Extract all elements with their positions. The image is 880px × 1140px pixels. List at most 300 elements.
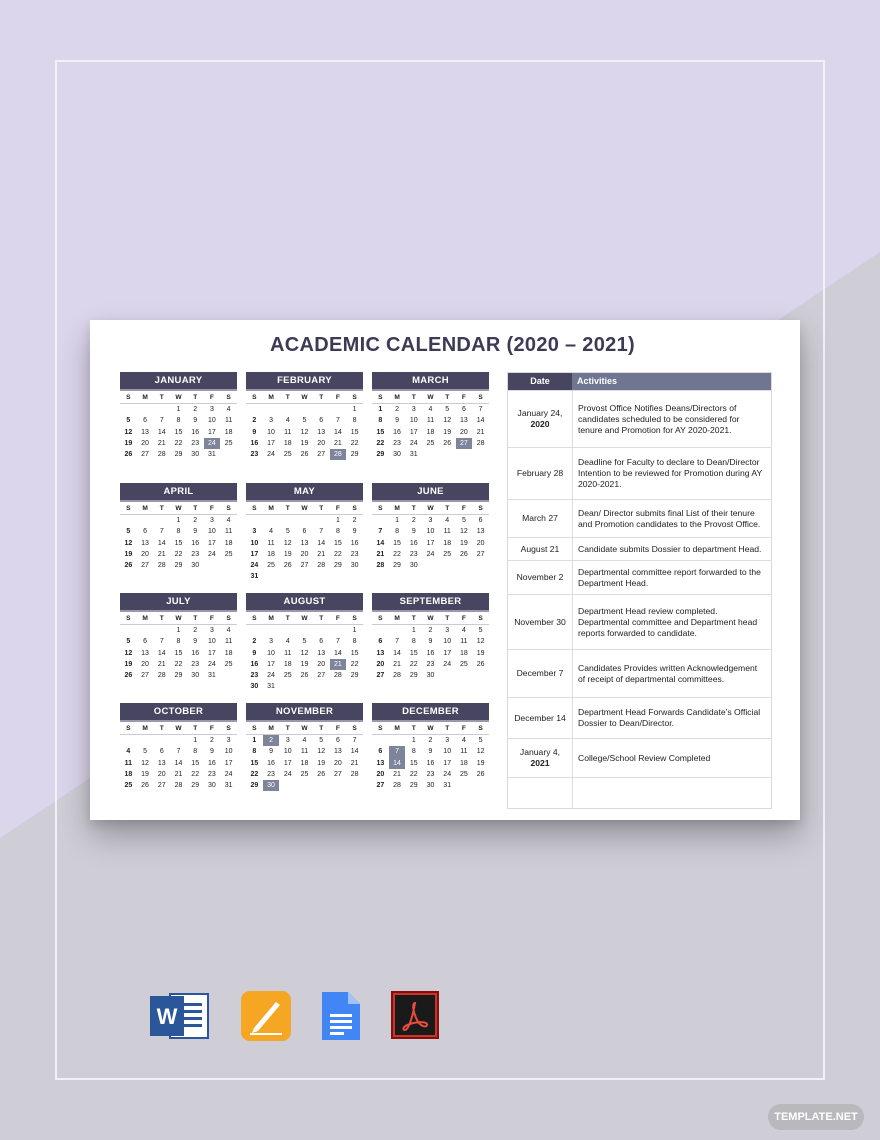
day-cell[interactable]: 22	[174, 660, 183, 668]
day-cell[interactable]: 7	[378, 528, 383, 536]
day-cell[interactable]: 20	[376, 660, 385, 668]
day-cell[interactable]: 25	[460, 660, 468, 668]
day-cell[interactable]: 3	[226, 737, 231, 745]
day-cell[interactable]: 14	[476, 417, 485, 425]
day-cell[interactable]: 21	[157, 550, 166, 558]
day-cell[interactable]: 15	[174, 649, 183, 657]
day-cell[interactable]: 31	[443, 781, 452, 789]
day-cell[interactable]: 4	[428, 406, 433, 414]
day-cell[interactable]: 16	[250, 439, 259, 447]
day-cell[interactable]: 12	[141, 759, 149, 767]
highlighted-day[interactable]: 30	[263, 780, 280, 791]
day-cell[interactable]: 11	[460, 748, 468, 756]
day-cell[interactable]: 8	[352, 638, 357, 646]
day-cell[interactable]: 19	[300, 660, 309, 668]
day-cell[interactable]: 24	[208, 550, 216, 558]
day-cell[interactable]: 20	[141, 660, 149, 668]
day-cell[interactable]: 26	[124, 450, 133, 458]
day-cell[interactable]: 21	[393, 660, 401, 668]
day-cell[interactable]: 18	[443, 539, 452, 547]
day-cell[interactable]: 28	[476, 439, 485, 447]
day-cell[interactable]: 4	[285, 417, 290, 425]
day-cell[interactable]: 4	[269, 528, 274, 536]
day-cell[interactable]: 31	[224, 781, 233, 789]
highlighted-day[interactable]: 27	[456, 438, 473, 449]
day-cell[interactable]: 2	[411, 517, 416, 525]
day-cell[interactable]: 5	[319, 737, 324, 745]
day-cell[interactable]: 5	[445, 406, 450, 414]
day-cell[interactable]: 22	[376, 439, 385, 447]
day-cell[interactable]: 4	[285, 638, 290, 646]
day-cell[interactable]: 26	[124, 561, 133, 569]
day-cell[interactable]: 6	[159, 748, 164, 756]
day-cell[interactable]: 26	[476, 770, 485, 778]
day-cell[interactable]: 19	[141, 770, 149, 778]
day-cell[interactable]: 9	[193, 528, 198, 536]
day-cell[interactable]: 15	[350, 649, 359, 657]
day-cell[interactable]: 5	[126, 528, 131, 536]
day-cell[interactable]: 5	[302, 638, 307, 646]
day-cell[interactable]: 9	[411, 528, 416, 536]
day-cell[interactable]: 25	[283, 671, 292, 679]
day-cell[interactable]: 12	[300, 649, 309, 657]
day-cell[interactable]: 20	[317, 439, 326, 447]
day-cell[interactable]: 10	[208, 528, 216, 536]
day-cell[interactable]: 6	[461, 406, 466, 414]
google-docs-icon[interactable]	[320, 990, 372, 1042]
day-cell[interactable]: 31	[208, 450, 216, 458]
day-cell[interactable]: 14	[350, 748, 359, 756]
day-cell[interactable]: 4	[126, 748, 131, 756]
day-cell[interactable]: 18	[426, 428, 435, 436]
day-cell[interactable]: 9	[252, 428, 257, 436]
day-cell[interactable]: 19	[476, 759, 485, 767]
day-cell[interactable]: 9	[352, 528, 357, 536]
day-cell[interactable]: 15	[191, 759, 200, 767]
day-cell[interactable]: 4	[226, 517, 231, 525]
day-cell[interactable]: 6	[319, 417, 324, 425]
day-cell[interactable]: 1	[378, 406, 383, 414]
day-cell[interactable]: 27	[376, 781, 385, 789]
day-cell[interactable]: 30	[409, 561, 418, 569]
day-cell[interactable]: 19	[124, 660, 133, 668]
day-cell[interactable]: 12	[124, 428, 133, 436]
day-cell[interactable]: 26	[283, 561, 292, 569]
day-cell[interactable]: 1	[411, 627, 416, 635]
day-cell[interactable]: 7	[319, 528, 324, 536]
day-cell[interactable]: 7	[159, 528, 164, 536]
day-cell[interactable]: 9	[428, 638, 433, 646]
day-cell[interactable]: 28	[334, 671, 342, 679]
day-cell[interactable]: 17	[224, 759, 233, 767]
day-cell[interactable]: 6	[378, 638, 383, 646]
day-cell[interactable]: 10	[208, 638, 216, 646]
day-cell[interactable]: 17	[208, 539, 216, 547]
day-cell[interactable]: 3	[209, 406, 214, 414]
day-cell[interactable]: 5	[302, 417, 307, 425]
day-cell[interactable]: 30	[426, 781, 435, 789]
pages-icon[interactable]	[240, 990, 292, 1042]
day-cell[interactable]: 29	[409, 671, 418, 679]
day-cell[interactable]: 10	[283, 748, 292, 756]
day-cell[interactable]: 23	[191, 660, 200, 668]
day-cell[interactable]: 8	[378, 417, 383, 425]
day-cell[interactable]: 22	[409, 660, 418, 668]
day-cell[interactable]: 9	[209, 748, 214, 756]
day-cell[interactable]: 2	[428, 737, 433, 745]
day-cell[interactable]: 1	[176, 517, 181, 525]
day-cell[interactable]: 10	[250, 539, 259, 547]
day-cell[interactable]: 16	[393, 428, 401, 436]
day-cell[interactable]: 8	[411, 638, 416, 646]
day-cell[interactable]: 24	[208, 660, 216, 668]
day-cell[interactable]: 27	[317, 450, 326, 458]
day-cell[interactable]: 12	[460, 528, 468, 536]
day-cell[interactable]: 11	[284, 649, 292, 657]
day-cell[interactable]: 18	[124, 770, 133, 778]
day-cell[interactable]: 13	[141, 649, 149, 657]
day-cell[interactable]: 8	[335, 528, 340, 536]
day-cell[interactable]: 6	[319, 638, 324, 646]
day-cell[interactable]: 24	[443, 770, 452, 778]
day-cell[interactable]: 28	[317, 561, 326, 569]
day-cell[interactable]: 17	[267, 439, 275, 447]
day-cell[interactable]: 23	[350, 550, 359, 558]
highlighted-day[interactable]: 2	[263, 735, 280, 746]
day-cell[interactable]: 2	[209, 737, 214, 745]
day-cell[interactable]: 28	[174, 781, 183, 789]
day-cell[interactable]: 2	[252, 638, 257, 646]
day-cell[interactable]: 18	[224, 539, 233, 547]
day-cell[interactable]: 7	[352, 737, 357, 745]
day-cell[interactable]: 6	[478, 517, 483, 525]
day-cell[interactable]: 30	[191, 671, 200, 679]
day-cell[interactable]: 22	[409, 770, 418, 778]
day-cell[interactable]: 20	[300, 550, 309, 558]
day-cell[interactable]: 8	[252, 748, 257, 756]
day-cell[interactable]: 15	[409, 649, 418, 657]
day-cell[interactable]: 27	[300, 561, 309, 569]
day-cell[interactable]: 14	[174, 759, 183, 767]
day-cell[interactable]: 10	[409, 417, 418, 425]
day-cell[interactable]: 29	[174, 450, 183, 458]
day-cell[interactable]: 22	[174, 439, 183, 447]
day-cell[interactable]: 22	[250, 770, 259, 778]
day-cell[interactable]: 13	[157, 759, 166, 767]
day-cell[interactable]: 3	[285, 737, 290, 745]
day-cell[interactable]: 4	[445, 517, 450, 525]
day-cell[interactable]: 11	[224, 528, 233, 536]
day-cell[interactable]: 31	[208, 671, 216, 679]
day-cell[interactable]: 11	[267, 539, 275, 547]
day-cell[interactable]: 13	[300, 539, 309, 547]
day-cell[interactable]: 21	[317, 550, 326, 558]
day-cell[interactable]: 9	[252, 649, 257, 657]
day-cell[interactable]: 26	[141, 781, 149, 789]
day-cell[interactable]: 28	[157, 671, 166, 679]
day-cell[interactable]: 28	[157, 450, 166, 458]
day-cell[interactable]: 6	[378, 748, 383, 756]
day-cell[interactable]: 16	[191, 428, 200, 436]
day-cell[interactable]: 21	[393, 770, 401, 778]
day-cell[interactable]: 18	[300, 759, 309, 767]
day-cell[interactable]: 29	[174, 561, 183, 569]
day-cell[interactable]: 29	[350, 450, 359, 458]
day-cell[interactable]: 23	[426, 770, 435, 778]
day-cell[interactable]: 18	[283, 660, 292, 668]
day-cell[interactable]: 5	[461, 517, 466, 525]
day-cell[interactable]: 13	[334, 748, 342, 756]
day-cell[interactable]: 8	[395, 528, 400, 536]
day-cell[interactable]: 29	[350, 671, 359, 679]
day-cell[interactable]: 1	[176, 627, 181, 635]
day-cell[interactable]: 17	[208, 649, 216, 657]
day-cell[interactable]: 14	[376, 539, 385, 547]
day-cell[interactable]: 21	[476, 428, 485, 436]
day-cell[interactable]: 3	[209, 517, 214, 525]
day-cell[interactable]: 24	[426, 550, 435, 558]
day-cell[interactable]: 3	[252, 528, 257, 536]
day-cell[interactable]: 23	[393, 439, 401, 447]
day-cell[interactable]: 1	[395, 517, 400, 525]
day-cell[interactable]: 3	[428, 517, 433, 525]
day-cell[interactable]: 18	[460, 759, 468, 767]
day-cell[interactable]: 4	[461, 627, 466, 635]
day-cell[interactable]: 26	[300, 671, 309, 679]
day-cell[interactable]: 2	[352, 517, 357, 525]
day-cell[interactable]: 4	[302, 737, 307, 745]
day-cell[interactable]: 13	[141, 428, 149, 436]
day-cell[interactable]: 12	[443, 417, 452, 425]
day-cell[interactable]: 13	[141, 539, 149, 547]
day-cell[interactable]: 29	[250, 781, 259, 789]
day-cell[interactable]: 25	[443, 550, 452, 558]
day-cell[interactable]: 5	[285, 528, 290, 536]
day-cell[interactable]: 23	[267, 770, 275, 778]
day-cell[interactable]: 18	[283, 439, 292, 447]
day-cell[interactable]: 23	[250, 671, 259, 679]
day-cell[interactable]: 15	[174, 428, 183, 436]
day-cell[interactable]: 11	[224, 638, 233, 646]
day-cell[interactable]: 30	[191, 561, 200, 569]
day-cell[interactable]: 14	[334, 428, 342, 436]
day-cell[interactable]: 2	[193, 517, 198, 525]
day-cell[interactable]: 14	[157, 428, 166, 436]
day-cell[interactable]: 23	[409, 550, 418, 558]
day-cell[interactable]: 27	[317, 671, 326, 679]
day-cell[interactable]: 20	[141, 439, 149, 447]
day-cell[interactable]: 10	[224, 748, 233, 756]
day-cell[interactable]: 15	[250, 759, 259, 767]
day-cell[interactable]: 9	[193, 638, 198, 646]
day-cell[interactable]: 29	[409, 781, 418, 789]
day-cell[interactable]: 27	[141, 450, 149, 458]
day-cell[interactable]: 17	[443, 649, 452, 657]
day-cell[interactable]: 13	[376, 759, 385, 767]
day-cell[interactable]: 13	[317, 428, 326, 436]
day-cell[interactable]: 12	[476, 638, 485, 646]
day-cell[interactable]: 10	[267, 428, 275, 436]
day-cell[interactable]: 17	[443, 759, 452, 767]
day-cell[interactable]: 21	[334, 439, 342, 447]
day-cell[interactable]: 3	[411, 406, 416, 414]
day-cell[interactable]: 2	[428, 627, 433, 635]
day-cell[interactable]: 14	[157, 649, 166, 657]
day-cell[interactable]: 9	[193, 417, 198, 425]
highlighted-day[interactable]: 24	[204, 438, 221, 449]
day-cell[interactable]: 6	[143, 638, 148, 646]
day-cell[interactable]: 3	[269, 638, 274, 646]
day-cell[interactable]: 13	[460, 417, 468, 425]
day-cell[interactable]: 1	[411, 737, 416, 745]
day-cell[interactable]: 14	[317, 539, 326, 547]
day-cell[interactable]: 19	[300, 439, 309, 447]
day-cell[interactable]: 25	[460, 770, 468, 778]
day-cell[interactable]: 3	[445, 627, 450, 635]
day-cell[interactable]: 25	[224, 439, 233, 447]
day-cell[interactable]: 21	[157, 439, 166, 447]
day-cell[interactable]: 11	[443, 528, 451, 536]
day-cell[interactable]: 10	[208, 417, 216, 425]
day-cell[interactable]: 8	[352, 417, 357, 425]
day-cell[interactable]: 3	[445, 737, 450, 745]
day-cell[interactable]: 27	[157, 781, 166, 789]
day-cell[interactable]: 4	[226, 627, 231, 635]
day-cell[interactable]: 28	[393, 781, 401, 789]
day-cell[interactable]: 5	[143, 748, 148, 756]
day-cell[interactable]: 10	[426, 528, 435, 536]
day-cell[interactable]: 15	[393, 539, 401, 547]
day-cell[interactable]: 21	[350, 759, 359, 767]
day-cell[interactable]: 17	[250, 550, 259, 558]
day-cell[interactable]: 8	[411, 748, 416, 756]
day-cell[interactable]: 5	[126, 417, 131, 425]
day-cell[interactable]: 21	[376, 550, 385, 558]
day-cell[interactable]: 20	[460, 428, 468, 436]
day-cell[interactable]: 24	[443, 660, 452, 668]
day-cell[interactable]: 20	[317, 660, 326, 668]
day-cell[interactable]: 14	[393, 649, 401, 657]
day-cell[interactable]: 3	[269, 417, 274, 425]
day-cell[interactable]: 16	[426, 759, 435, 767]
day-cell[interactable]: 28	[376, 561, 385, 569]
day-cell[interactable]: 14	[157, 539, 166, 547]
day-cell[interactable]: 9	[269, 748, 274, 756]
day-cell[interactable]: 28	[350, 770, 359, 778]
day-cell[interactable]: 24	[267, 671, 275, 679]
day-cell[interactable]: 15	[334, 539, 342, 547]
day-cell[interactable]: 10	[443, 748, 452, 756]
day-cell[interactable]: 2	[395, 406, 400, 414]
day-cell[interactable]: 1	[335, 517, 340, 525]
day-cell[interactable]: 17	[426, 539, 435, 547]
day-cell[interactable]: 29	[393, 561, 401, 569]
day-cell[interactable]: 8	[176, 417, 181, 425]
day-cell[interactable]: 22	[350, 439, 359, 447]
day-cell[interactable]: 29	[191, 781, 200, 789]
day-cell[interactable]: 27	[141, 671, 149, 679]
day-cell[interactable]: 29	[334, 561, 342, 569]
day-cell[interactable]: 11	[460, 638, 468, 646]
day-cell[interactable]: 30	[393, 450, 401, 458]
day-cell[interactable]: 22	[174, 550, 183, 558]
day-cell[interactable]: 26	[443, 439, 452, 447]
day-cell[interactable]: 11	[224, 417, 233, 425]
day-cell[interactable]: 23	[250, 450, 259, 458]
day-cell[interactable]: 19	[476, 649, 485, 657]
day-cell[interactable]: 27	[476, 550, 485, 558]
day-cell[interactable]: 16	[426, 649, 435, 657]
day-cell[interactable]: 9	[428, 748, 433, 756]
day-cell[interactable]: 16	[409, 539, 418, 547]
day-cell[interactable]: 30	[191, 450, 200, 458]
day-cell[interactable]: 4	[226, 406, 231, 414]
day-cell[interactable]: 25	[124, 781, 133, 789]
day-cell[interactable]: 12	[476, 748, 485, 756]
day-cell[interactable]: 8	[176, 638, 181, 646]
day-cell[interactable]: 31	[267, 683, 275, 691]
day-cell[interactable]: 25	[283, 450, 292, 458]
day-cell[interactable]: 1	[352, 406, 357, 414]
day-cell[interactable]: 23	[426, 660, 435, 668]
day-cell[interactable]: 27	[334, 770, 342, 778]
day-cell[interactable]: 21	[174, 770, 183, 778]
day-cell[interactable]: 26	[317, 770, 326, 778]
day-cell[interactable]: 16	[208, 759, 216, 767]
day-cell[interactable]: 13	[317, 649, 326, 657]
day-cell[interactable]: 17	[208, 428, 216, 436]
day-cell[interactable]: 25	[224, 550, 233, 558]
day-cell[interactable]: 24	[224, 770, 233, 778]
day-cell[interactable]: 23	[208, 770, 216, 778]
day-cell[interactable]: 13	[476, 528, 485, 536]
day-cell[interactable]: 12	[124, 539, 133, 547]
pdf-icon[interactable]	[390, 990, 442, 1042]
day-cell[interactable]: 18	[267, 550, 275, 558]
day-cell[interactable]: 4	[461, 737, 466, 745]
day-cell[interactable]: 12	[283, 539, 292, 547]
day-cell[interactable]: 21	[157, 660, 166, 668]
day-cell[interactable]: 2	[252, 417, 257, 425]
day-cell[interactable]: 31	[409, 450, 418, 458]
day-cell[interactable]: 11	[284, 428, 292, 436]
day-cell[interactable]: 24	[283, 770, 292, 778]
day-cell[interactable]: 30	[426, 671, 435, 679]
day-cell[interactable]: 7	[335, 638, 340, 646]
day-cell[interactable]: 17	[283, 759, 292, 767]
day-cell[interactable]: 12	[300, 428, 309, 436]
day-cell[interactable]: 22	[191, 770, 200, 778]
day-cell[interactable]: 13	[376, 649, 385, 657]
day-cell[interactable]: 19	[283, 550, 292, 558]
day-cell[interactable]: 19	[443, 428, 452, 436]
day-cell[interactable]: 11	[300, 748, 309, 756]
day-cell[interactable]: 22	[334, 550, 342, 558]
day-cell[interactable]: 15	[409, 759, 418, 767]
brand-badge[interactable]: TEMPLATE.NET	[768, 1104, 864, 1130]
day-cell[interactable]: 27	[376, 671, 385, 679]
day-cell[interactable]: 24	[250, 561, 259, 569]
day-cell[interactable]: 1	[352, 627, 357, 635]
day-cell[interactable]: 25	[224, 660, 233, 668]
day-cell[interactable]: 2	[193, 406, 198, 414]
day-cell[interactable]: 7	[395, 638, 400, 646]
day-cell[interactable]: 26	[460, 550, 468, 558]
day-cell[interactable]: 23	[191, 439, 200, 447]
day-cell[interactable]: 29	[376, 450, 385, 458]
day-cell[interactable]: 10	[267, 649, 275, 657]
day-cell[interactable]: 7	[335, 417, 340, 425]
